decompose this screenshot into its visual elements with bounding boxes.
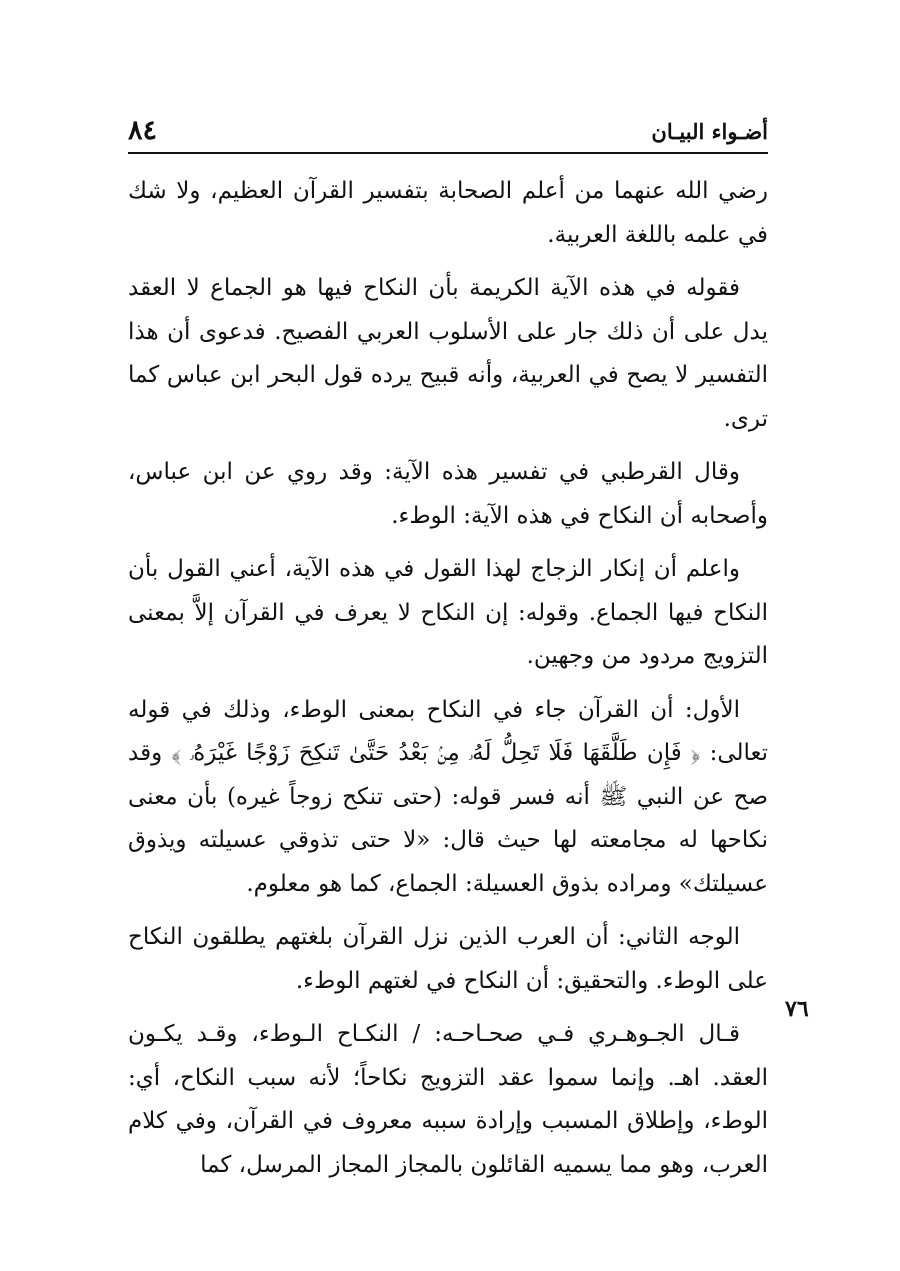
page-number: ٨٤ [128, 115, 158, 146]
page-body [128, 170, 768, 1197]
paragraph-4: واعلم أن إنكار الزجاج لهذا القول في هذه الآية، أعني القول بأن النكاح فيها الجماع. وقوله: إن النكاح لا يعرف في القرآن إلاَّ بمعنى التزويج مردود من وجهين. [128, 556, 768, 669]
paragraph-5: الأول: أن القرآن جاء في النكاح بمعنى الوطء، وذلك في قوله تعالى: ﴿ فَإِن طَلَّقَهَا فَلَا تَحِلُّ لَهُۥ مِنۢ بَعْدُ حَتَّىٰ تَنكِحَ زَوْجًا غَيْرَهُۥ ﴾ وقد صح عن النبي ﷺ أنه فسر قوله: (حتى تنكح زوجاً غيره) بأن معنى نكاحها له مجامعته لها حيث قال: «لا حتى تذوقي عسيلته ويذوق عسيلتك» ومراده بذوق العسيلة: الجماع، كما هو معلوم. [128, 696, 768, 897]
paragraph-2: فقوله في هذه الآية الكريمة بأن النكاح فيها هو الجماع لا العقد يدل على أن ذلك جار على الأسلوب العربي الفصيح. فدعوى أن هذا التفسير لا يصح في العربية، وأنه قبيح يرده قول البحر ابن عباس كما ترى. [128, 275, 768, 432]
book-title: أضـواء البيـان [651, 119, 768, 144]
paragraph-1: رضي الله عنهما من أعلم الصحابة بتفسير القرآن العظيم، ولا شك في علمه باللغة العربية. [128, 178, 768, 248]
margin-page-reference: ٧٦ [785, 996, 809, 1022]
page-header [128, 108, 768, 154]
paragraph-6: الوجه الثاني: أن العرب الذين نزل القرآن بلغتهم يطلقون النكاح على الوطء. والتحقيق: أن النكاح في لغتهم الوطء. [128, 924, 768, 994]
paragraph-7: قـال الجـوهـري فـي صحـاحـه: / النكـاح الـوطء، وقـد يكـون العقد. اهـ. وإنما سموا عقد التزويج نكاحاً؛ لأنه سبب النكاح، أي: الوطء، وإطلاق المسبب وإرادة سببه معروف في القرآن، وفي كلام العرب، وهو مما يسميه القائلون بالمجاز المجاز المرسل، كما [128, 1021, 768, 1178]
paragraph-3: وقال القرطبي في تفسير هذه الآية: وقد روي عن ابن عباس، وأصحابه أن النكاح في هذه الآية: الوطء. [128, 459, 768, 529]
